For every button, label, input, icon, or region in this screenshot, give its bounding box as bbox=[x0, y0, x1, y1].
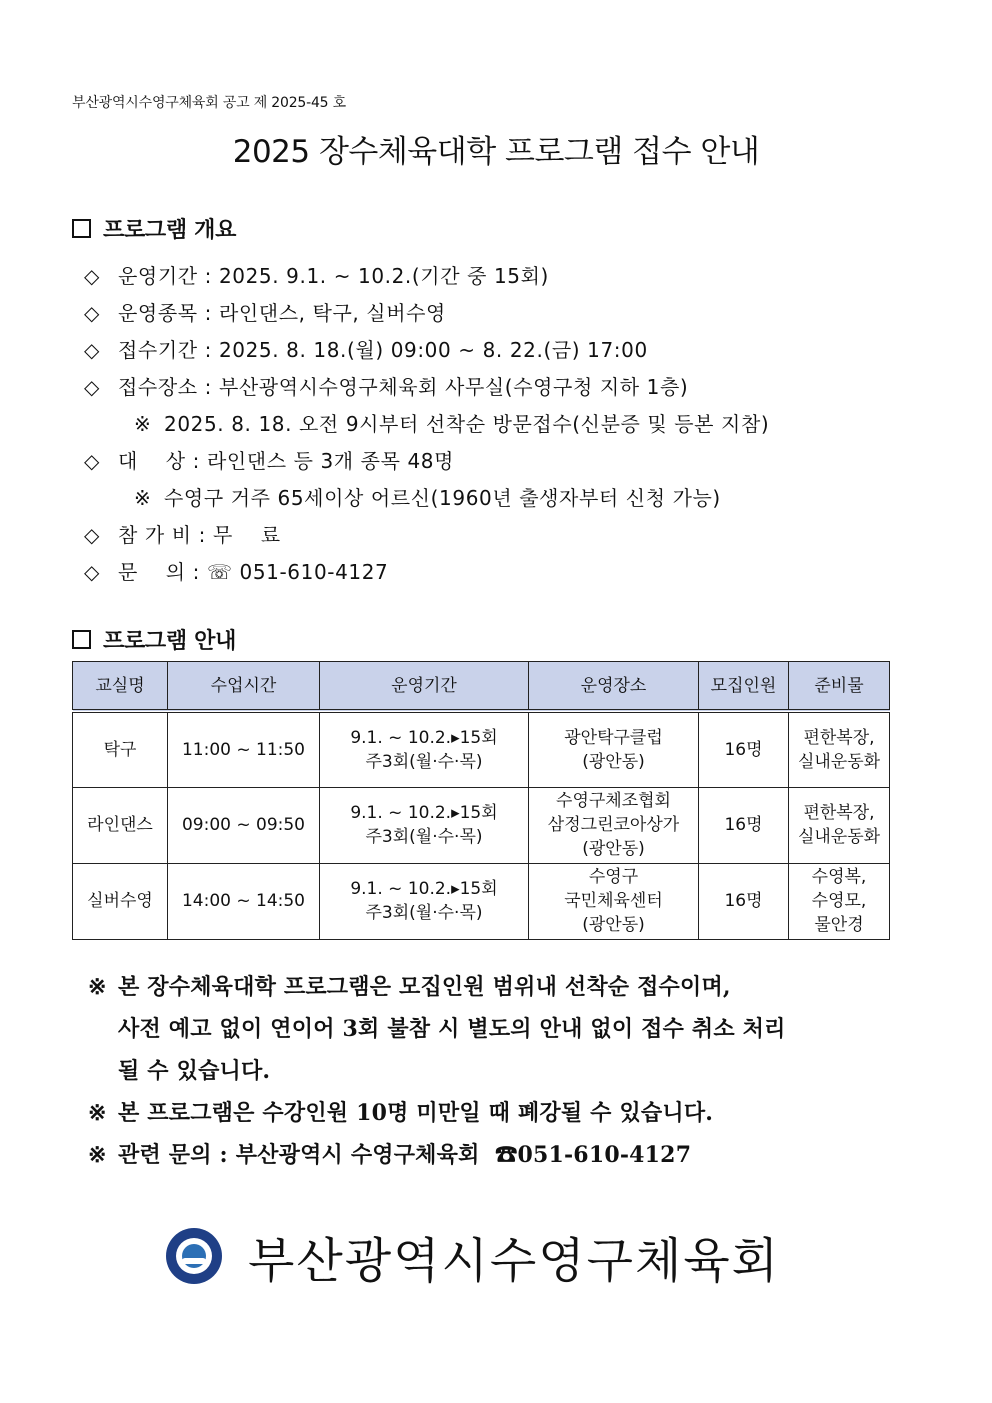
note-mark-icon: ※ bbox=[134, 486, 152, 510]
period-line: 9.1. ~ 10.2.▸15회 bbox=[350, 803, 498, 823]
supplies-line: 실내운동화 bbox=[797, 827, 881, 847]
diamond-bullet-icon: ◇ bbox=[84, 338, 100, 362]
note-mark-icon: ※ bbox=[88, 1142, 107, 1168]
table-row bbox=[73, 787, 890, 863]
diamond-bullet-icon: ◇ bbox=[84, 264, 100, 288]
overview-item-fee: ◇ 참 가 비 : 무 료 bbox=[84, 523, 281, 547]
place-line: (광안동) bbox=[582, 839, 645, 859]
overview-subnote-target bbox=[134, 482, 721, 511]
period-line: 9.1. ~ 10.2.▸15회 bbox=[350, 727, 498, 748]
time-cell: 14:00 ~ 14:50 bbox=[168, 863, 320, 939]
column-header: 준비물 bbox=[789, 662, 890, 712]
period-cell bbox=[320, 863, 529, 939]
time-cell: 11:00 ~ 11:50 bbox=[168, 711, 320, 787]
note-first-continued: 사전 예고 없이 연이어 3회 불참 시 별도의 안내 없이 접수 취소 처리 bbox=[118, 1016, 786, 1042]
overview-value: ☏ 051-610-4127 bbox=[206, 560, 389, 584]
note-second bbox=[88, 1096, 713, 1127]
table-row bbox=[73, 863, 890, 939]
note-text: 본 프로그램은 수강인원 10명 미만일 때 폐강될 수 있습니다. bbox=[118, 1100, 714, 1126]
column-header: 수업시간 bbox=[168, 662, 320, 712]
overview-value: 2025. 9.1. ~ 10.2.(기간 중 15회) bbox=[218, 264, 549, 288]
period-cell bbox=[320, 711, 529, 787]
overview-label: 접수장소 bbox=[118, 375, 198, 399]
place-line: 국민체육센터 bbox=[564, 891, 663, 911]
class-name-cell: 라인댄스 bbox=[73, 787, 168, 863]
subnote-text: 수영구 거주 65세이상 어르신(1960년 출생자부터 신청 가능) bbox=[164, 486, 721, 510]
program-heading bbox=[72, 624, 236, 655]
place-line: (광안동) bbox=[582, 915, 645, 935]
column-header: 모집인원 bbox=[699, 662, 789, 712]
organization-name: 부산광역시수영구체육회 bbox=[248, 1232, 781, 1289]
table-header-row bbox=[73, 662, 890, 712]
checkbox-square-icon bbox=[72, 630, 91, 649]
subnote-text: 2025. 8. 18. 오전 9시부터 선착순 방문접수(신분증 및 등본 지참) bbox=[164, 412, 770, 436]
note-text: 본 장수체육대학 프로그램은 모집인원 범위내 선착순 접수이며, bbox=[118, 974, 731, 1000]
supplies-line: 물안경 bbox=[814, 915, 864, 935]
diamond-bullet-icon: ◇ bbox=[84, 301, 100, 325]
overview-item-registration-period: ◇ 접수기간 : 2025. 8. 18.(월) 09:00 ~ 8. 22.(금) 17:00 bbox=[84, 338, 648, 362]
note-first bbox=[88, 970, 731, 1001]
overview-item-period: ◇ 운영기간 : 2025. 9.1. ~ 10.2.(기간 중 15회) bbox=[84, 264, 549, 288]
column-header: 교실명 bbox=[73, 662, 168, 712]
supplies-cell bbox=[789, 711, 890, 787]
capacity-cell: 16명 bbox=[699, 863, 789, 939]
supplies-cell bbox=[789, 787, 890, 863]
footer bbox=[166, 1224, 780, 1288]
note-text: 관련 문의 : 부산광역시 수영구체육회 ☎051-610-4127 bbox=[118, 1142, 692, 1168]
diamond-bullet-icon: ◇ bbox=[84, 523, 100, 547]
overview-item-registration-place: ◇ 접수장소 : 부산광역시수영구체육회 사무실(수영구청 지하 1층) bbox=[84, 375, 689, 399]
column-header: 운영장소 bbox=[529, 662, 699, 712]
diamond-bullet-icon: ◇ bbox=[84, 375, 100, 399]
class-name-cell: 실버수영 bbox=[73, 863, 168, 939]
overview-label: 접수기간 bbox=[118, 338, 198, 362]
supplies-line: 편한복장, bbox=[803, 727, 875, 748]
note-mark-icon: ※ bbox=[88, 974, 107, 1000]
class-name-cell: 탁구 bbox=[73, 711, 168, 787]
overview-item-target: ◇ 대 상 : 라인댄스 등 3개 종목 48명 bbox=[84, 449, 455, 473]
period-line: 주3회(월·수·목) bbox=[365, 903, 483, 923]
place-line: 수영구 bbox=[588, 867, 639, 887]
overview-value: 2025. 8. 18.(월) 09:00 ~ 8. 22.(금) 17:00 bbox=[218, 338, 648, 362]
period-cell bbox=[320, 787, 529, 863]
page-title: 2025 장수체육대학 프로그램 접수 안내 bbox=[232, 134, 760, 170]
diamond-bullet-icon: ◇ bbox=[84, 449, 100, 473]
supplies-line: 수영복, bbox=[811, 867, 867, 887]
note-first-continued: 될 수 있습니다. bbox=[118, 1058, 271, 1084]
supplies-cell bbox=[789, 863, 890, 939]
overview-heading bbox=[72, 213, 236, 244]
column-header: 운영기간 bbox=[320, 662, 529, 712]
overview-label: 대 상 bbox=[118, 449, 186, 473]
supplies-line: 편한복장, bbox=[803, 803, 875, 823]
period-line: 9.1. ~ 10.2.▸15회 bbox=[350, 879, 498, 899]
place-cell bbox=[529, 787, 699, 863]
place-line: (광안동) bbox=[582, 751, 645, 772]
overview-value: 라인댄스, 탁구, 실버수영 bbox=[218, 301, 446, 325]
supplies-line: 수영모, bbox=[811, 891, 867, 911]
period-line: 주3회(월·수·목) bbox=[365, 827, 483, 847]
notice-number: 부산광역시수영구체육회 공고 제 2025-45 호 bbox=[72, 95, 346, 111]
overview-label: 참 가 비 bbox=[118, 523, 192, 547]
overview-label: 운영종목 bbox=[118, 301, 198, 325]
period-line: 주3회(월·수·목) bbox=[365, 751, 483, 772]
overview-value: 부산광역시수영구체육회 사무실(수영구청 지하 1층) bbox=[218, 375, 689, 399]
table-row bbox=[73, 711, 890, 787]
overview-label: 운영기간 bbox=[118, 264, 198, 288]
overview-value: 라인댄스 등 3개 종목 48명 bbox=[206, 449, 455, 473]
note-mark-icon: ※ bbox=[134, 412, 152, 436]
note-mark-icon: ※ bbox=[88, 1100, 107, 1126]
checkbox-square-icon bbox=[72, 219, 91, 238]
place-cell bbox=[529, 711, 699, 787]
overview-label: 문 의 bbox=[118, 560, 186, 584]
overview-value: 무 료 bbox=[212, 523, 281, 547]
overview-item-inquiry: ◇ 문 의 : ☏ 051-610-4127 bbox=[84, 560, 389, 584]
program-heading-text: 프로그램 안내 bbox=[103, 629, 237, 654]
time-cell: 09:00 ~ 09:50 bbox=[168, 787, 320, 863]
capacity-cell: 16명 bbox=[699, 787, 789, 863]
note-third bbox=[88, 1138, 691, 1169]
place-line: 수영구체조협회 bbox=[556, 791, 671, 811]
diamond-bullet-icon: ◇ bbox=[84, 560, 100, 584]
place-line: 광안탁구클럽 bbox=[564, 727, 663, 748]
organization-emblem-icon bbox=[166, 1228, 222, 1284]
overview-subnote-registration bbox=[134, 408, 769, 437]
capacity-cell: 16명 bbox=[699, 711, 789, 787]
overview-item-sports: ◇ 운영종목 : 라인댄스, 탁구, 실버수영 bbox=[84, 301, 446, 325]
program-table bbox=[72, 661, 890, 940]
place-cell bbox=[529, 863, 699, 939]
overview-heading-text: 프로그램 개요 bbox=[103, 218, 237, 243]
place-line: 삼정그린코아상가 bbox=[547, 815, 680, 835]
supplies-line: 실내운동화 bbox=[797, 751, 881, 772]
